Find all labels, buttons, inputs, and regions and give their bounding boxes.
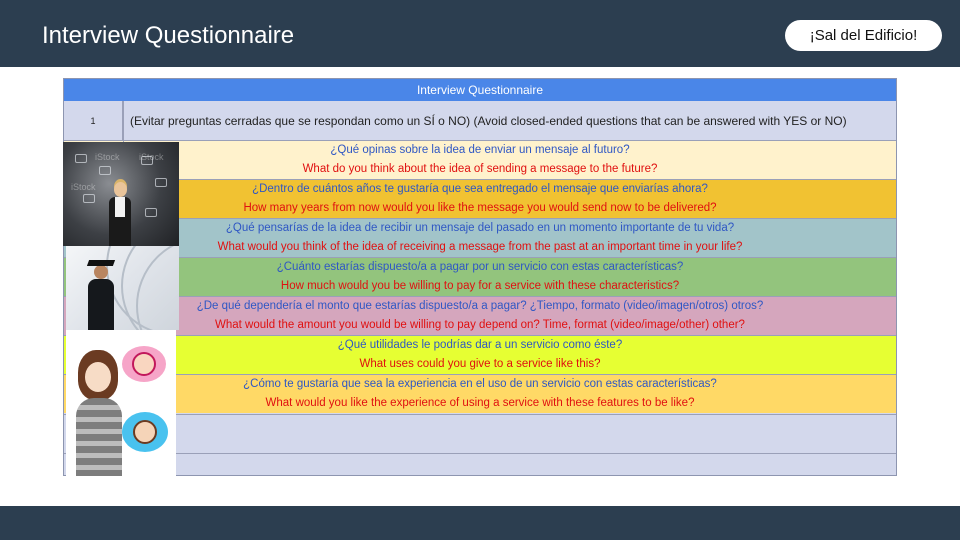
question-spanish: ¿Qué pensarías de la idea de recibir un mensaje del pasado en un momento importante de tu vida? — [225, 222, 735, 234]
question-english: What do you think about the idea of sending a message to the future? — [302, 163, 658, 175]
question-english: What would the amount you would be willing to pay depend on? Time, format (video/image/other) other? — [215, 319, 745, 331]
baby-girl-icon — [132, 352, 156, 376]
question-row — [64, 257, 896, 296]
table-heading: Interview Questionnaire — [64, 79, 896, 101]
question-row — [64, 218, 896, 257]
question-spanish: ¿Qué opinas sobre la idea de enviar un mensaje al futuro? — [330, 144, 630, 156]
question-spanish: ¿Cómo te gustaría que sea la experiencia en el uso de un servicio con estas características? — [243, 378, 717, 390]
empty-row — [64, 414, 896, 453]
doc-icon — [99, 166, 111, 175]
doc-icon — [145, 208, 157, 217]
question-row — [64, 335, 896, 374]
doc-icon — [75, 154, 87, 163]
watermark: iStock — [139, 152, 164, 162]
footer-bar — [0, 506, 960, 540]
question-english: How many years from now would you like the message you would send now to be delivered? — [243, 202, 717, 214]
row-number: 1 — [64, 101, 123, 140]
question-english: What uses could you give to a service like this? — [359, 358, 601, 370]
intro-text: (Evitar preguntas cerradas que se respondan como un SÍ o NO) (Avoid closed-ended questions that can be answered with YES or NO) — [130, 113, 847, 128]
graduate-photo — [66, 246, 179, 330]
question-row — [64, 179, 896, 218]
question-english: What would you think of the idea of receiving a message from the past at an important time in your life? — [217, 241, 743, 253]
question-row — [64, 140, 896, 179]
watermark: iStock — [71, 182, 96, 192]
doc-icon — [83, 194, 95, 203]
pregnant-woman-illustration — [66, 330, 176, 476]
doc-icon — [155, 178, 167, 187]
question-spanish: ¿Cuánto estarías dispuesto/a a pagar por un servicio con estas características? — [276, 261, 684, 273]
empty-row — [64, 453, 896, 475]
question-spanish: ¿Dentro de cuántos años te gustaría que sea entregado el mensaje que enviarías ahora? — [252, 183, 708, 195]
questionnaire-table — [63, 78, 897, 476]
question-spanish: ¿Qué utilidades le podrías dar a un servicio como éste? — [337, 339, 623, 351]
exit-building-button[interactable]: ¡Sal del Edificio! — [785, 20, 942, 51]
woman-figure — [109, 182, 131, 246]
question-english: How much would you be willing to pay for a service with these characteristics? — [280, 280, 680, 292]
graduate-figure — [88, 260, 114, 330]
page-title: Interview Questionnaire — [42, 22, 295, 49]
question-english: What would you like the experience of using a service with these features to be like? — [265, 397, 695, 409]
woman-photo — [63, 142, 179, 246]
watermark: iStock — [95, 152, 120, 162]
question-row — [64, 296, 896, 335]
question-row — [64, 374, 896, 413]
baby-boy-icon — [133, 420, 157, 444]
question-spanish: ¿De qué dependería el monto que estarías dispuesto/a a pagar? ¿Tiempo, formato (video/imagen/otros) otros? — [196, 300, 764, 312]
